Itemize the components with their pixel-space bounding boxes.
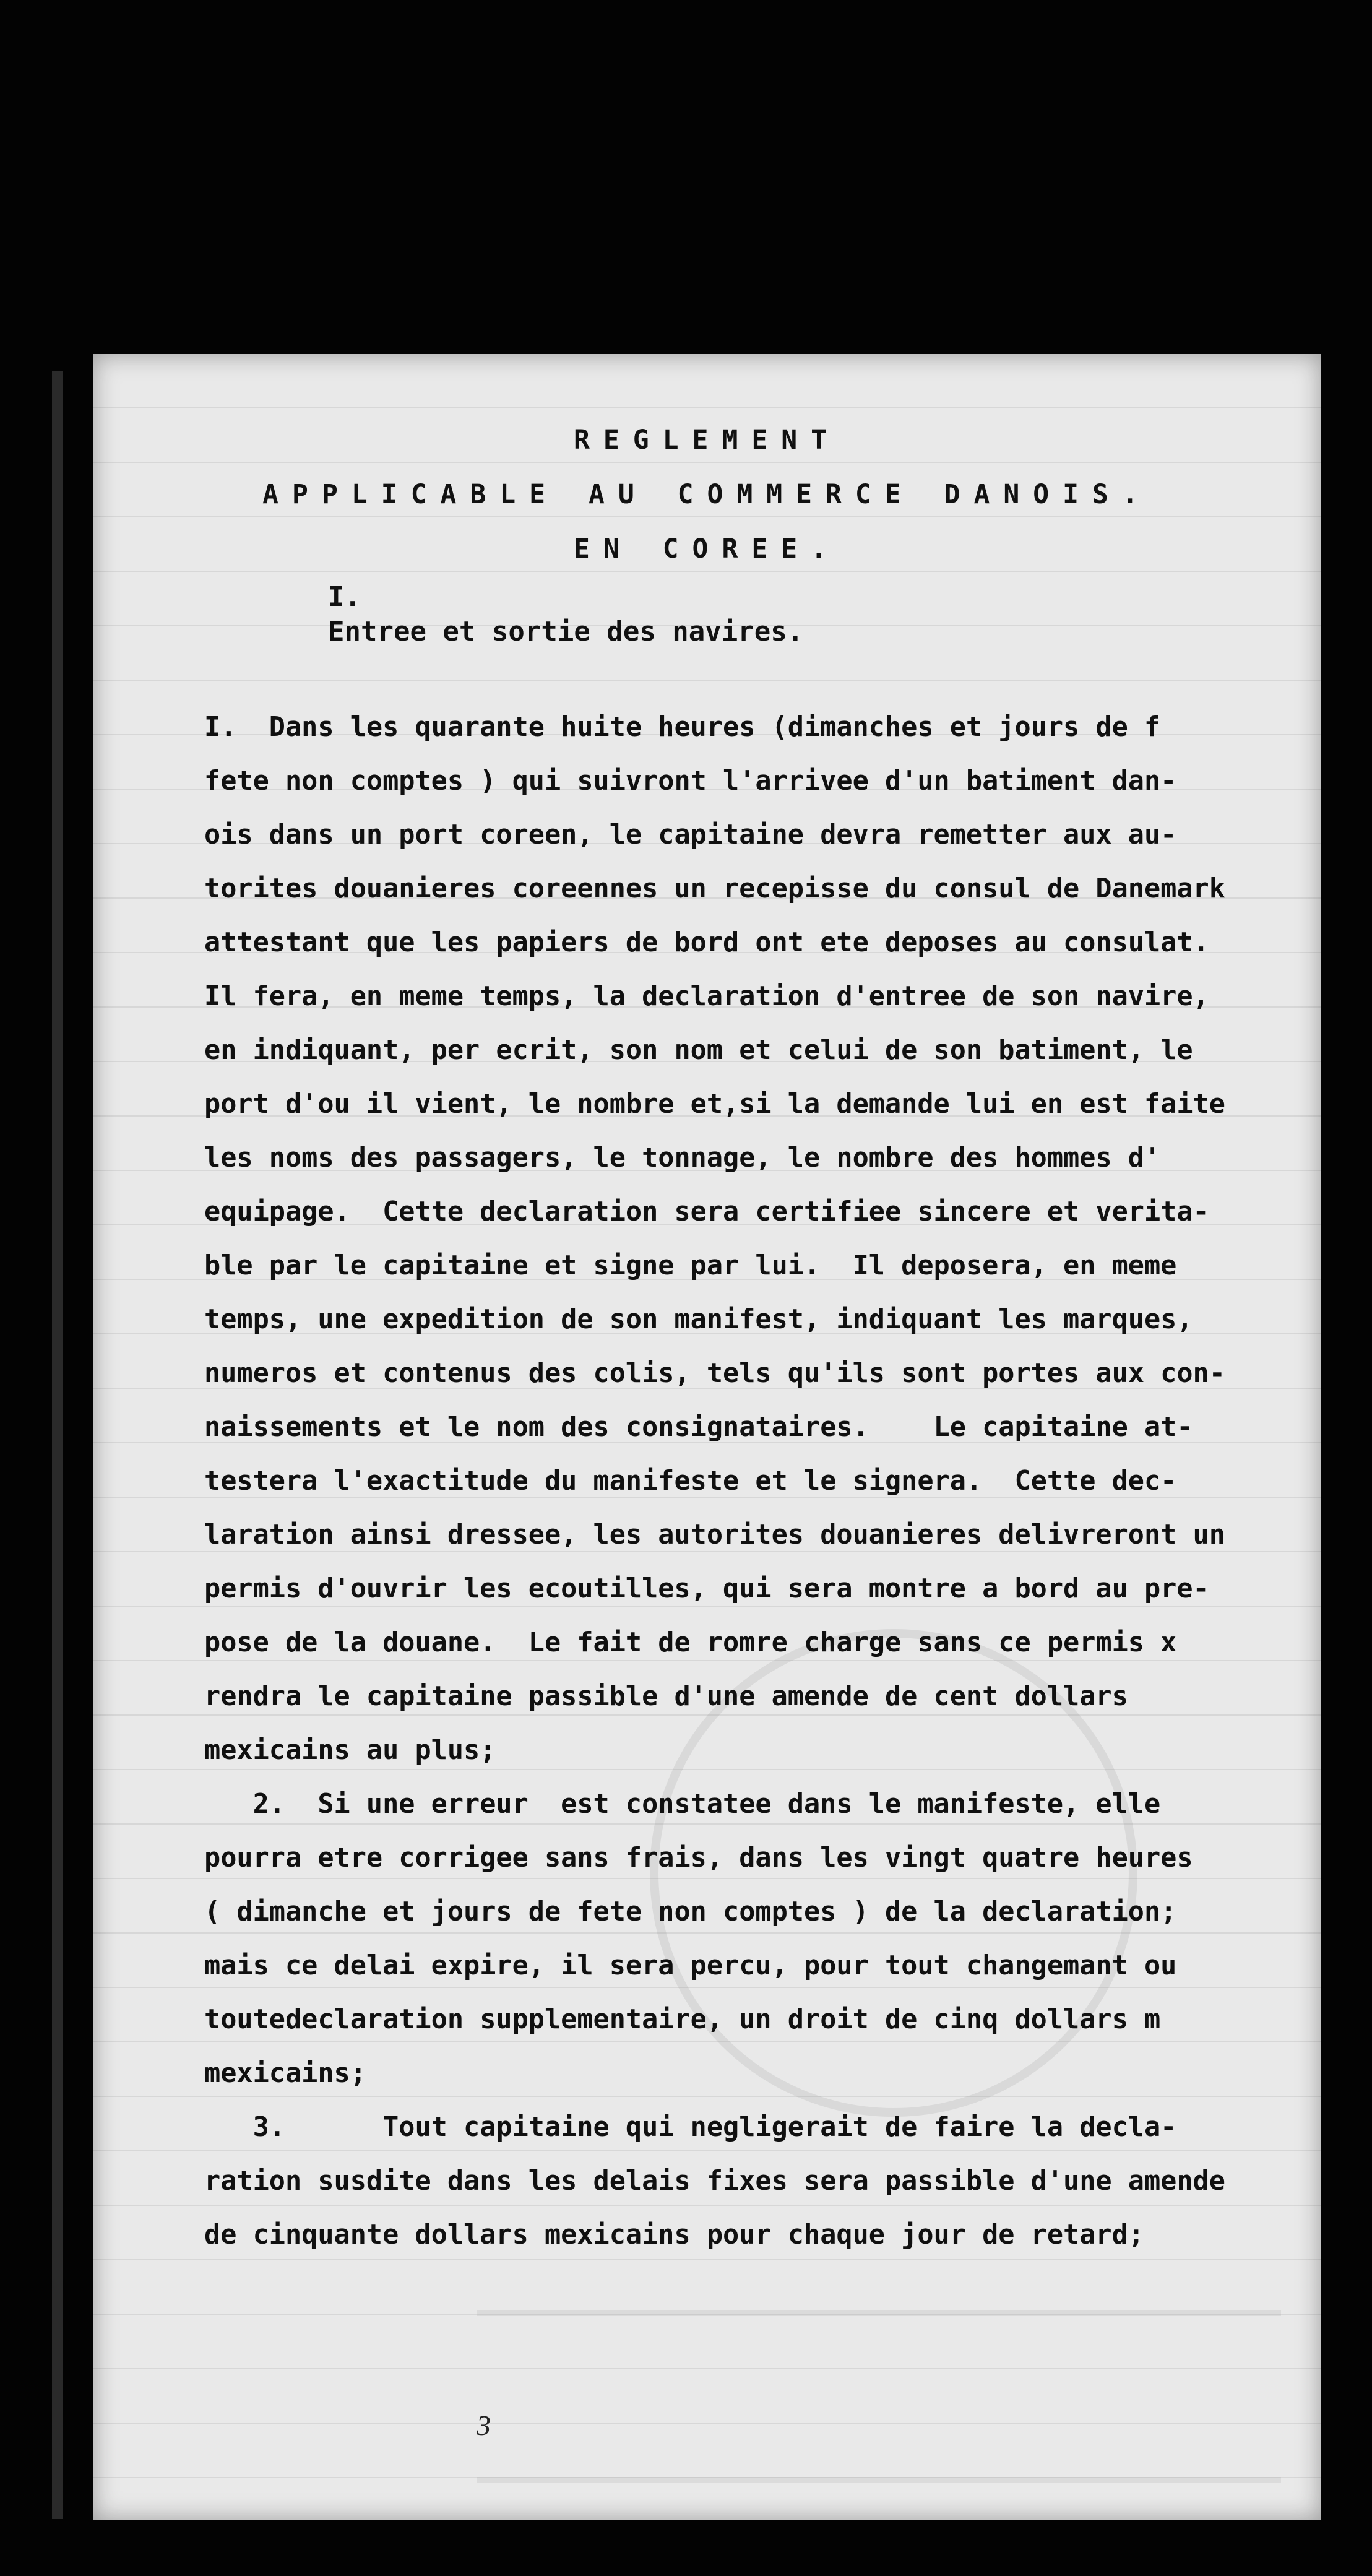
text-line: temps, une expedition de son manifest, indiquant les marques, bbox=[204, 1304, 1193, 1335]
text-line: numeros et contenus des colis, tels qu'ils sont portes aux con- bbox=[204, 1358, 1225, 1389]
section-number: I. bbox=[328, 581, 361, 613]
text-line: mexicains; bbox=[204, 2058, 366, 2089]
document-header bbox=[93, 413, 1321, 576]
title-line-3: EN COREE. bbox=[574, 534, 840, 564]
text-line: ble par le capitaine et signe par lui. Il deposera, en meme bbox=[204, 1250, 1177, 1281]
text-line: de cinquante dollars mexicains pour chaque jour de retard; bbox=[204, 2219, 1144, 2250]
text-line: testera l'exactitude du manifeste et le signera. Cette dec- bbox=[204, 1466, 1177, 1497]
text-line: les noms des passagers, le tonnage, le nombre des hommes d' bbox=[204, 1143, 1161, 1173]
text-line: torites douanieres coreennes un recepisse du consul de Danemark bbox=[204, 873, 1225, 904]
handwritten-page-mark: 3 bbox=[477, 2410, 491, 2441]
text-line: pourra etre corrigee sans frais, dans les vingt quatre heures bbox=[204, 1843, 1193, 1874]
text-line: rendra le capitaine passible d'une amende de cent dollars bbox=[204, 1681, 1128, 1712]
text-line: pose de la douane. Le fait de romre charge sans ce permis x bbox=[204, 1627, 1177, 1658]
title-line-1: REGLEMENT bbox=[574, 425, 840, 456]
text-line: mais ce delai expire, il sera percu, pour tout changemant ou bbox=[204, 1950, 1177, 1981]
text-line: ois dans un port coreen, le capitaine devra remetter aux au- bbox=[204, 819, 1177, 850]
text-line: 2. Si une erreur est constatee dans le manifeste, elle bbox=[204, 1789, 1161, 1820]
text-line: attestant que les papiers de bord ont ete deposes au consulat. bbox=[204, 927, 1209, 958]
section-heading bbox=[328, 580, 803, 649]
text-line: naissements et le nom des consignataires. Le capitaine at- bbox=[204, 1412, 1193, 1443]
title-line-2: APPLICABLE AU COMMERCE DANOIS. bbox=[262, 479, 1152, 510]
document-page bbox=[93, 354, 1321, 2520]
text-line: permis d'ouvrir les ecoutilles, qui sera montre a bord au pre- bbox=[204, 1573, 1209, 1604]
section-title: Entree et sortie des navires. bbox=[328, 616, 804, 647]
text-line: mexicains au plus; bbox=[204, 1735, 496, 1766]
body-text bbox=[204, 701, 1281, 2262]
text-line: port d'ou il vient, le nombre et,si la demande lui en est faite bbox=[204, 1089, 1225, 1120]
text-line: 3. Tout capitaine qui negligerait de faire la decla- bbox=[204, 2112, 1177, 2143]
text-line: en indiquant, per ecrit, son nom et celui de son batiment, le bbox=[204, 1035, 1193, 1066]
text-line: equipage. Cette declaration sera certifiee sincere et verita- bbox=[204, 1196, 1209, 1227]
stamp-lettering bbox=[477, 2310, 1281, 2483]
text-line: ration susdite dans les delais fixes sera passible d'une amende bbox=[204, 2166, 1225, 2197]
text-line: Il fera, en meme temps, la declaration d'entree de son navire, bbox=[204, 981, 1209, 1012]
text-line: ( dimanche et jours de fete non comptes ) de la declaration; bbox=[204, 1896, 1177, 1927]
text-line: laration ainsi dressee, les autorites douanieres delivreront un bbox=[204, 1519, 1225, 1550]
page-edge-shadow bbox=[52, 371, 63, 2519]
text-line: toutedeclaration supplementaire, un droit de cinq dollars m bbox=[204, 2004, 1161, 2035]
text-line: I. Dans les quarante huite heures (dimanches et jours de f bbox=[204, 712, 1161, 743]
text-line: fete non comptes ) qui suivront l'arrivee d'un batiment dan- bbox=[204, 766, 1177, 797]
